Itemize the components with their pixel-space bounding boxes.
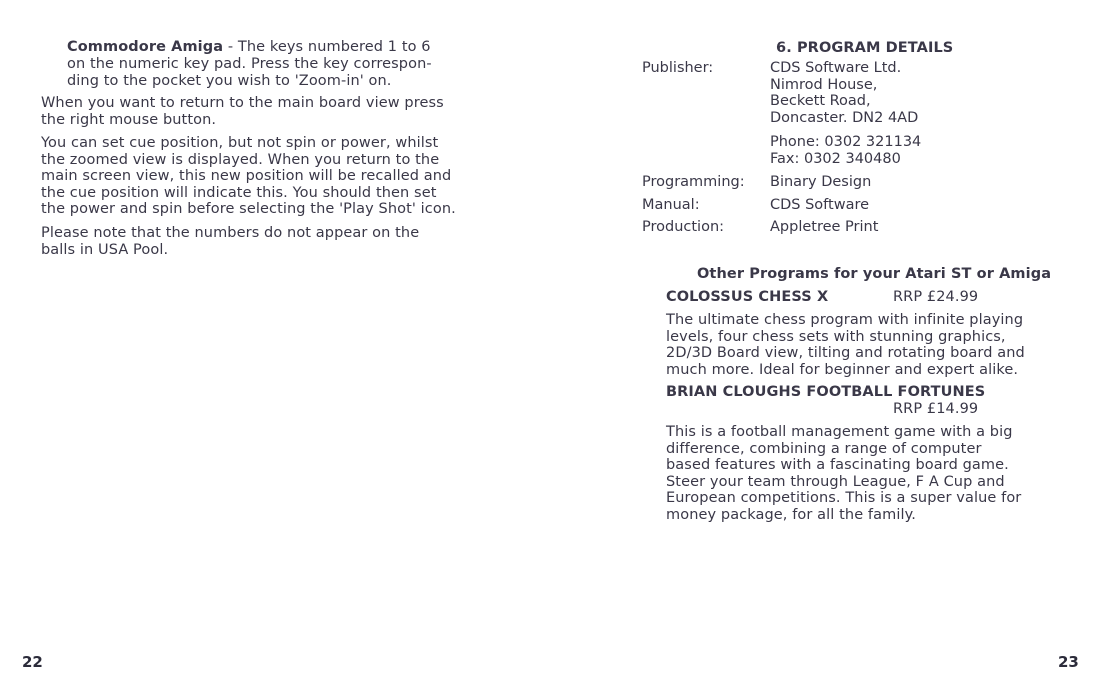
other-programs-title: Other Programs for your Atari ST or Amiga [697,266,1052,282]
product1-price: RRP £24.99 [893,289,979,305]
product2-name: BRIAN CLOUGHS FOOTBALL FORTUNES [666,384,986,400]
return-paragraph: When you want to return to the main board view press the right mouse button. [41,95,444,128]
product1-description: The ultimate chess program with infinite playing levels, four chess sets with stunning graphics, 2D/3D Board view, tilting and rotating board and much more. Ideal for beginner and expert alike. [666,312,1025,378]
product2-description: This is a football management game with a big difference, combining a range of computer based features with a fascinating board game. Steer your team through League, F A Cup and European competitions. This is a super value for money package, for all the family. [666,424,1022,523]
note-paragraph: Please note that the numbers do not appear on the balls in USA Pool. [41,225,420,258]
section-title: 6. PROGRAM DETAILS [776,40,954,56]
publisher-address: CDS Software Ltd. Nimrod House, Beckett Road, Doncaster. DN2 4AD [770,60,919,126]
contact-details: Phone: 0302 321134 Fax: 0302 340480 [770,134,922,167]
manual-value: CDS Software [770,196,870,213]
publisher-row [642,60,972,134]
programming-label: Programming: [642,174,745,190]
programming-value: Binary Design [770,174,872,190]
contact-row [642,134,972,174]
product1-name: COLOSSUS CHESS X [666,289,829,305]
manual-label: Manual: [642,196,700,213]
amiga-heading: Commodore Amiga [67,39,224,55]
cue-paragraph: You can set cue position, but not spin or power, whilst the zoomed view is displayed. When you return to the main screen view, this new position will be recalled and the cue position will indicate this. You should then set the power and spin before selecting the 'Play Shot' icon. [41,135,456,218]
production-value: Appletree Print [770,219,879,235]
programming-row [642,174,972,197]
page-number-right: 23 [1058,653,1079,671]
amiga-continued: on the numeric key pad. Press the key correspon- ding to the pocket you wish to 'Zoom-in' on. [67,56,432,89]
amiga-paragraph [67,39,431,56]
product2-price: RRP £14.99 [893,401,979,417]
program-details-table [642,60,972,242]
publisher-label: Publisher: [642,60,714,76]
production-label: Production: [642,219,725,235]
right-page [550,0,1100,688]
manual-row [642,197,972,220]
production-row [642,219,972,242]
amiga-text: - The keys numbered 1 to 6 [223,39,431,55]
page-number-left: 22 [22,653,43,671]
